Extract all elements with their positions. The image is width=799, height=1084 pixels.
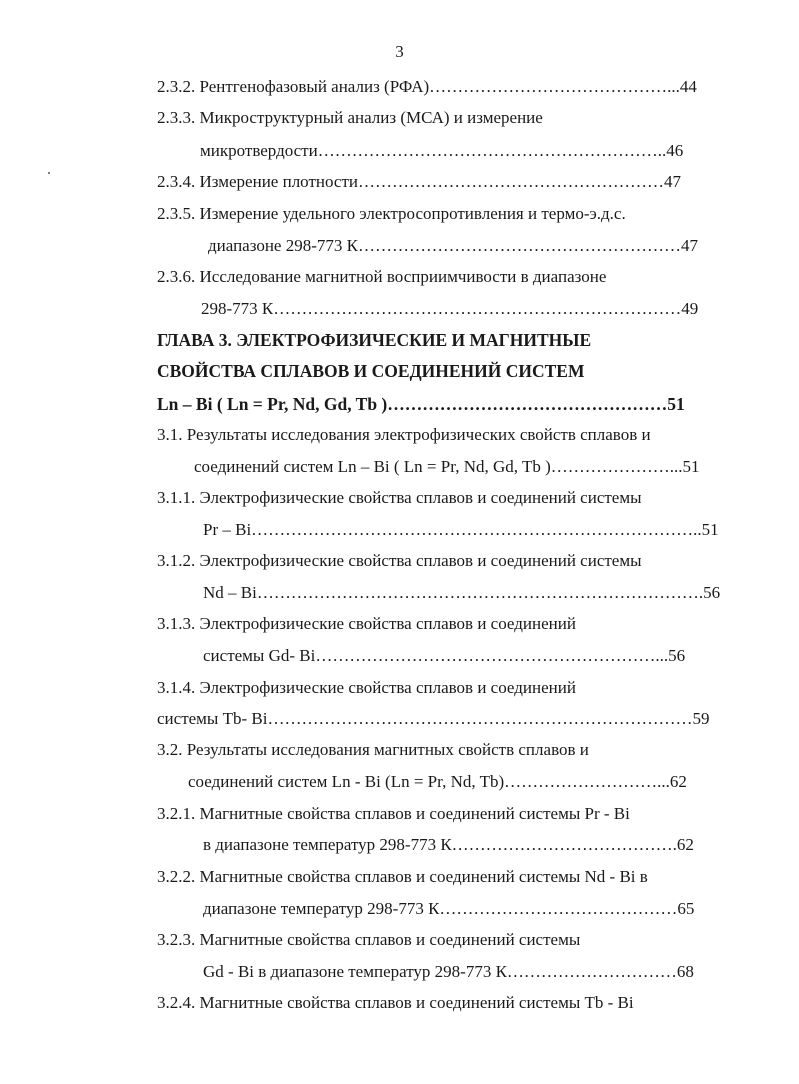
chapter-3-heading: ГЛАВА 3. ЭЛЕКТРОФИЗИЧЕСКИЕ И МАГНИТНЫЕ: [157, 330, 592, 350]
toc-entry-2-3-6-cont: 298-773 К………………………………………………………………49: [201, 299, 699, 318]
toc-entry-3-2-1: 3.2.1. Магнитные свойства сплавов и соединений системы Pr - Bi: [157, 804, 630, 823]
toc-entry-2-3-4: 2.3.4. Измерение плотности………………………………………………47: [157, 172, 681, 191]
toc-entry-3-1-2-cont: Nd – Bi…………………………………………………………………….56: [203, 583, 721, 602]
toc-entry-2-3-3-cont: микротвердости……………………………………………………..46: [200, 141, 684, 160]
toc-entry-3-2-2-cont: диапазоне температур 298-773 К……………………………………65: [203, 899, 695, 918]
toc-entry-3-2-4: 3.2.4. Магнитные свойства сплавов и соединений системы Tb - Bi: [157, 993, 634, 1012]
toc-entry-2-3-3: 2.3.3. Микроструктурный анализ (МСА) и измерение: [157, 108, 543, 127]
toc-entry-3-2: 3.2. Результаты исследования магнитных свойств сплавов и: [157, 740, 589, 759]
toc-entry-2-3-5: 2.3.5. Измерение удельного электросопротивления и термо-э.д.с.: [157, 204, 626, 223]
toc-entry-3-2-3-cont: Gd - Bi в диапазоне температур 298-773 К…………………………68: [203, 962, 694, 981]
toc-entry-2-3-2: 2.3.2. Рентгенофазовый анализ (РФА)……………………………………...44: [157, 77, 697, 96]
toc-entry-3-2-cont: соединений систем Ln - Bi (Ln = Pr, Nd, Tb)………………………...62: [188, 772, 687, 791]
toc-entry-3-1-1: 3.1.1. Электрофизические свойства сплавов и соединений системы: [157, 488, 642, 507]
toc-entry-3-1-cont: соединений систем Ln – Bi ( Ln = Pr, Nd, Gd, Tb )…………………...51: [194, 457, 700, 476]
toc-entry-3-1-3-cont: системы Gd- Bi……………………………………………………...56: [203, 646, 686, 665]
toc-entry-3-1-2: 3.1.2. Электрофизические свойства сплавов и соединений системы: [157, 551, 642, 570]
chapter-3-heading-cont: СВОЙСТВА СПЛАВОВ И СОЕДИНЕНИЙ СИСТЕМ: [157, 361, 585, 381]
toc-entry-3-2-2: 3.2.2. Магнитные свойства сплавов и соединений системы Nd - Bi в: [157, 867, 648, 886]
toc-entry-3-1-3: 3.1.3. Электрофизические свойства сплавов и соединений: [157, 614, 576, 633]
toc-entry-3-1: 3.1. Результаты исследования электрофизических свойств сплавов и: [157, 425, 651, 444]
chapter-3-heading-last: Ln – Bi ( Ln = Pr, Nd, Gd, Tb )…………………………………………51: [157, 394, 685, 414]
toc-entry-3-2-1-cont: в диапазоне температур 298-773 К………………………………….62: [203, 835, 694, 854]
scan-speck: [48, 172, 50, 174]
toc-entry-3-2-3: 3.2.3. Магнитные свойства сплавов и соединений системы: [157, 930, 581, 949]
toc-entry-2-3-6: 2.3.6. Исследование магнитной восприимчивости в диапазоне: [157, 267, 607, 286]
toc-entry-2-3-5-cont: диапазоне 298-773 К…………………………………………………47: [208, 236, 698, 255]
page-number: 3: [395, 42, 404, 61]
toc-entry-3-1-4: 3.1.4. Электрофизические свойства сплавов и соединений: [157, 678, 576, 697]
toc-entry-3-1-1-cont: Pr – Bi……………………………………………………………………..51: [203, 520, 719, 539]
toc-entry-3-1-4-cont: системы Tb- Bi…………………………………………………………………59: [157, 709, 710, 728]
